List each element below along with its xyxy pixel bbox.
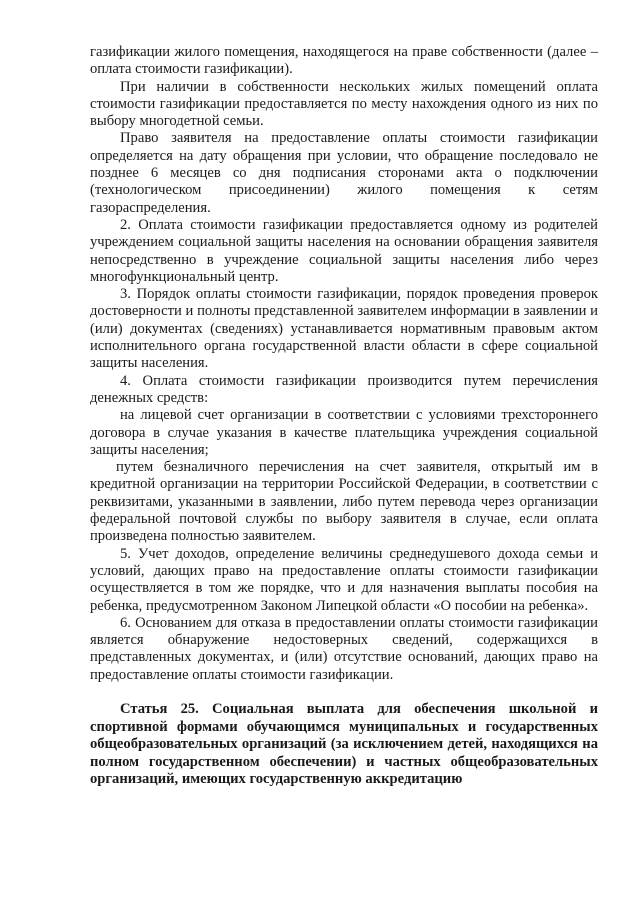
paragraph-item-3: 3. Порядок оплаты стоимости газификации, порядок проведения проверок достоверности и полноты представленной заявителем информации в заявлении и (или) документах (сведениях) устанавливается нормативным правовым актом исполнительного органа государственной власти области в сфере социальной защиты населения.: [90, 286, 598, 372]
article-25-heading: Статья 25. Социальная выплата для обеспечения школьной и спортивной формами обучающимся муниципальных и государственных общеобразовательных организаций (за исключением детей, находящихся на полном государственном обеспечении) и частных общеобразовательных организаций, имеющих государственную аккредитацию: [90, 700, 598, 788]
paragraph-continuation: газификации жилого помещения, находящегося на праве собственности (далее – оплата стоимости газификации).: [90, 44, 598, 78]
paragraph-noncash-transfer: путем безналичного перечисления на счет заявителя, открытый им в кредитной организации на территории Российской Федерации, в соответствии с реквизитами, указанными в заявлении, либо путем перевода через организации федеральной почтовой службы по выбору заявителя в случае, если оплата произведена полностью заявителем.: [90, 459, 598, 545]
document-page: [90, 44, 598, 804]
paragraph-item-5: 5. Учет доходов, определение величины среднедушевого дохода семьи и условий, дающих право на предоставление оплаты стоимости газификации осуществляется в том же порядке, что и для назначения выплаты пособия на ребенка, предусмотренном Законом Липецкой области «О пособии на ребенка».: [90, 545, 598, 614]
paragraph-item-4: 4. Оплата стоимости газификации производится путем перечисления денежных средств:: [90, 372, 598, 406]
paragraph-item-6: 6. Основанием для отказа в предоставлении оплаты стоимости газификации является обнаружение недостоверных сведений, содержащихся в представленных документах, и (или) отсутствие оснований, дающих право на предоставление оплаты стоимости газификации.: [90, 614, 598, 683]
paragraph-item-2: 2. Оплата стоимости газификации предоставляется одному из родителей учреждением социальной защиты населения на основании обращения заявителя непосредственно в учреждение социальной защиты населения либо через многофункциональный центр.: [90, 216, 598, 285]
paragraph-multiple-dwellings: При наличии в собственности нескольких жилых помещений оплата стоимости газификации предоставляется по месту нахождения одного из них по выбору многодетной семьи.: [90, 78, 598, 130]
paragraph-personal-account: на лицевой счет организации в соответствии с условиями трехстороннего договора в случае указания в качестве плательщика учреждения социальной защиты населения;: [90, 407, 598, 458]
paragraph-applicant-right: Право заявителя на предоставление оплаты стоимости газификации определяется на дату обращения при условии, что обращение последовало не позднее 6 месяцев со дня подписания сторонами акта о подключении (технологическом присоединении) жилого помещения к сетям газораспределения.: [90, 130, 598, 216]
